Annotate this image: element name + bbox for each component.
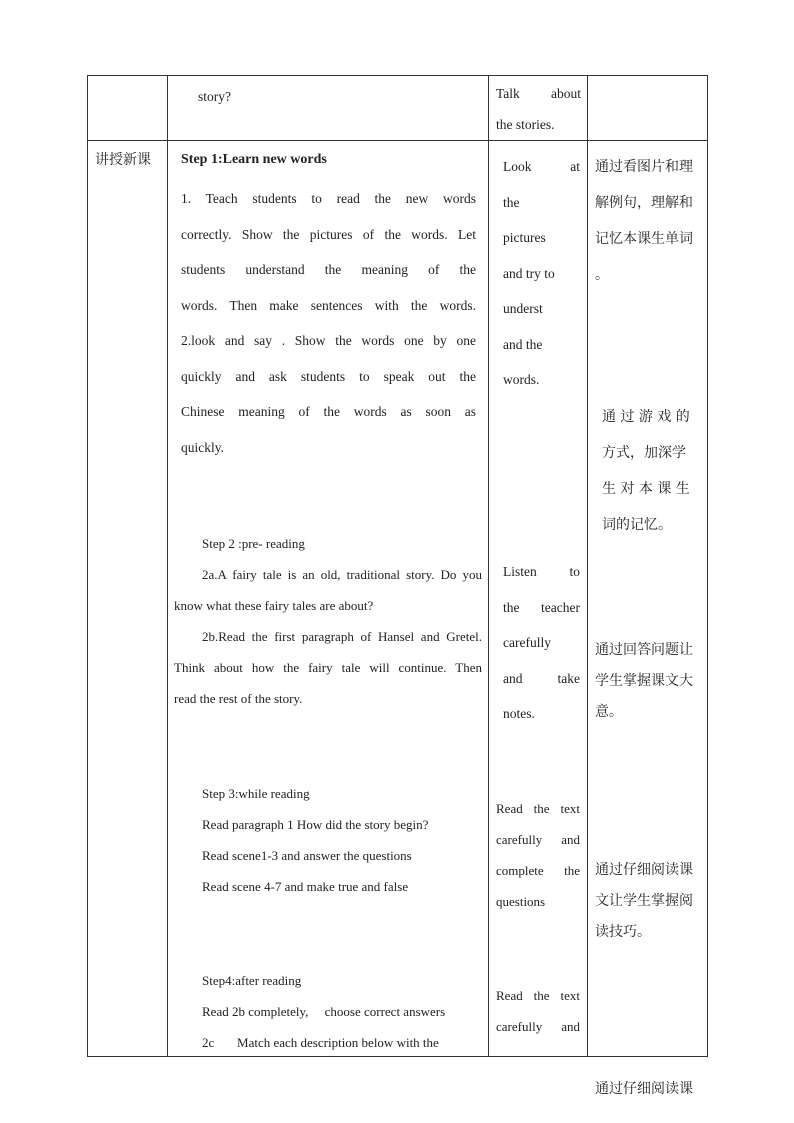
step2-line: know what these fairy tales are about?: [174, 598, 374, 613]
step2-line: 2a.A fairy tale is an old, traditional story. Do you: [202, 567, 482, 582]
step3-line: Read scene1-3 and answer the questions: [202, 848, 412, 863]
step1-block: [181, 150, 476, 465]
step1-line: 2.look and say . Show the words one by one: [181, 333, 476, 348]
step1-line: Chinese meaning of the words as soon as: [181, 404, 476, 419]
step2-title: Step 2 :pre- reading: [202, 536, 305, 551]
student-activity-line: notes.: [503, 706, 535, 721]
step3-line: Read scene 4-7 and make true and false: [202, 879, 409, 894]
student-activity-cell: [489, 141, 588, 1057]
step4-student-activity: [496, 980, 580, 1042]
step4-title: Step4:after reading: [202, 973, 302, 988]
intent-cell: [588, 141, 708, 1097]
intent-line: 通过仔细阅读课: [595, 1081, 693, 1097]
student-activity-cell: [489, 76, 588, 141]
step3-line: Read paragraph 1 How did the story begin?: [202, 817, 429, 832]
step1-line: quickly.: [181, 439, 224, 455]
student-activity-line: Talk about: [496, 86, 581, 101]
student-activity-line: underst: [503, 301, 543, 316]
intent-line: 生 对 本 课 生: [602, 481, 690, 497]
step4-intent: [595, 1074, 703, 1105]
student-activity-line: Read the text: [496, 988, 580, 1003]
intent-line: 通 过 游 戏 的: [602, 409, 690, 425]
method-label: 讲授新课: [95, 152, 151, 168]
step1-line: correctly. Show the pictures of the words. Let: [181, 226, 476, 242]
step1-title: Step 1:Learn new words: [181, 152, 327, 167]
intent-line: 通过看图片和理: [595, 159, 693, 175]
step2-student-activity: [503, 554, 580, 732]
student-activity-line: Look at: [503, 159, 580, 174]
step1-line: students understand the meaning of the: [181, 262, 476, 277]
step2-intent: [595, 635, 703, 728]
student-activity-line: the: [503, 194, 520, 210]
step3-block: [202, 778, 482, 902]
student-activity-line: questions: [496, 894, 546, 909]
table-row: [88, 141, 708, 1057]
step2-line: Think about how the fairy tale will continue. Then: [174, 660, 482, 675]
step4-block: [202, 965, 482, 1058]
student-activity-line: carefully and: [496, 832, 580, 847]
step1-line: 1. Teach students to read the new words: [181, 191, 476, 206]
intent-line: 词的记忆。: [602, 517, 672, 533]
step3-title: Step 3:while reading: [202, 786, 310, 801]
step1-intent: [595, 149, 703, 293]
table-row: [88, 76, 708, 141]
student-activity-line: the stories.: [496, 117, 555, 132]
step1-student-activity: [503, 149, 580, 398]
intent-line: 学生掌握课文大: [595, 673, 693, 689]
step4-line: Read 2b completely, choose correct answers: [202, 1004, 446, 1019]
step1-intent-game: [602, 399, 702, 543]
content-cell: [168, 76, 489, 141]
student-activity-line: the teacher: [503, 599, 580, 615]
student-activity-line: pictures: [503, 230, 546, 245]
intent-line: 。: [595, 267, 609, 283]
step2-line: 2b.Read the first paragraph of Hansel and Gretel.: [202, 629, 482, 644]
student-activity-line: carefully: [503, 635, 551, 650]
step3-student-activity: [496, 793, 580, 917]
step2-block: [174, 528, 482, 714]
method-cell: [88, 141, 168, 1057]
intent-line: 解例句，理解和: [595, 195, 693, 211]
student-activity-line: and the: [503, 336, 543, 352]
intent-line: 意。: [595, 704, 623, 720]
student-activity-line: and try to: [503, 265, 555, 281]
step4-line: 2c Match each description below with the: [202, 1035, 439, 1050]
lesson-plan-table: [87, 75, 708, 1097]
method-cell: [88, 76, 168, 141]
intent-line: 文让学生掌握阅: [595, 893, 693, 909]
student-activity-line: carefully and: [496, 1019, 580, 1034]
student-activity-line: Listen to: [503, 564, 580, 579]
student-activity-line: Read the text: [496, 801, 580, 816]
content-cell: [168, 141, 489, 1057]
student-activity-line: and take: [503, 670, 580, 686]
intent-line: 通过回答问题让: [595, 642, 693, 658]
intent-line: 读技巧。: [595, 924, 651, 940]
intent-line: 通过仔细阅读课: [595, 862, 693, 878]
intent-cell: [588, 76, 708, 141]
step1-line: words. Then make sentences with the words.: [181, 297, 476, 313]
step1-line: quickly and ask students to speak out the: [181, 368, 476, 384]
intent-line: 记忆本课生单词: [595, 231, 693, 247]
content-text: story?: [198, 89, 231, 104]
step2-line: read the rest of the story.: [174, 691, 303, 706]
intent-line: 方式，加深学: [602, 445, 686, 461]
student-activity-line: complete the: [496, 863, 580, 878]
step3-intent: [595, 855, 703, 948]
student-activity-line: words.: [503, 372, 540, 387]
